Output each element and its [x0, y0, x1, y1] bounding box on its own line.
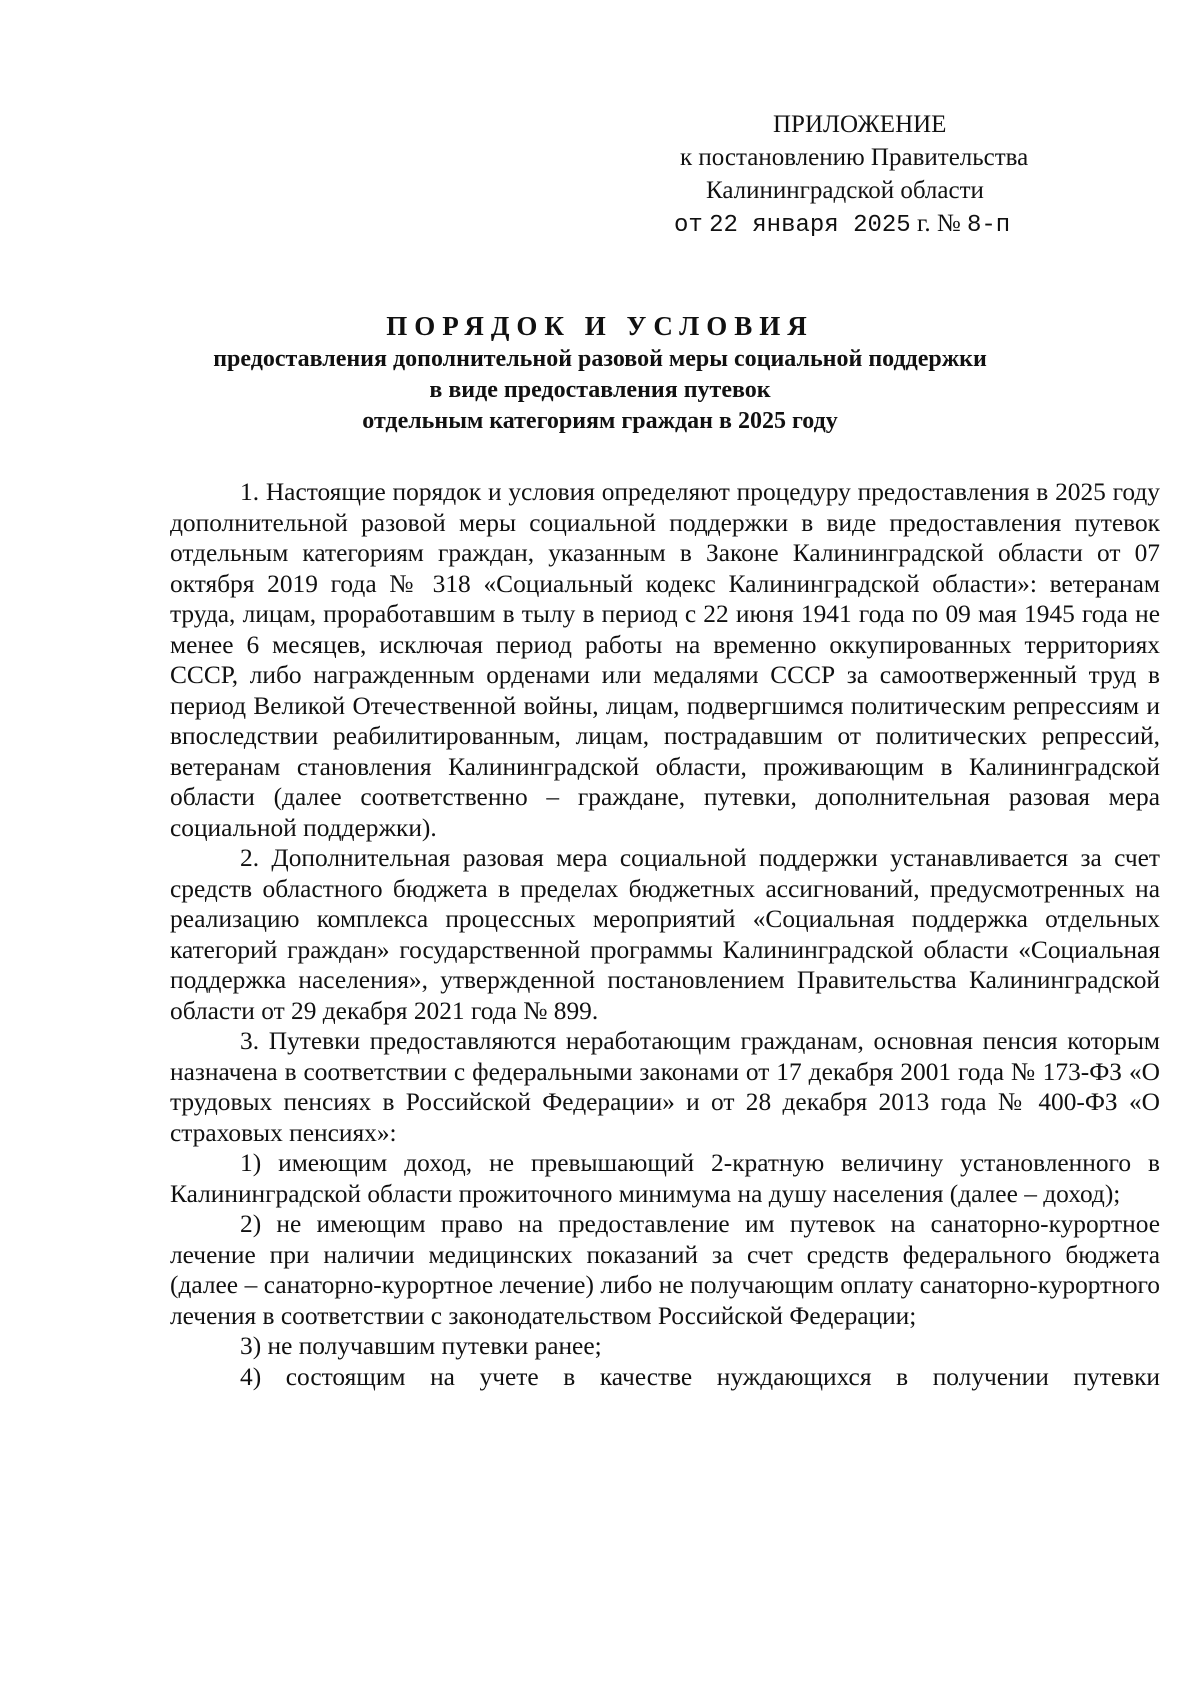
- heading-title: ПОРЯДОК И УСЛОВИЯ: [386, 311, 814, 341]
- subitem-3: 3) не получавшим путевки ранее;: [240, 1332, 602, 1360]
- paragraph-3: 3. Путевки предоставляются неработающим гражданам, основная пенсия которым назначена в соответствии с федеральными законами от 17 декабря 2001 года № 173-ФЗ «О трудовых пенсиях в Российской Федерации» и от 28 декабря 2013 года № 400-ФЗ «О страховых пенсиях»:: [170, 1027, 1160, 1147]
- annex-title: ПРИЛОЖЕНИЕ: [773, 111, 947, 138]
- annex-date-value: 22 января 2025: [709, 212, 911, 239]
- heading-line-3: отдельным категориям граждан в 2025 году: [362, 408, 838, 434]
- document-heading: [0, 308, 1200, 437]
- subitem-1: 1) имеющим доход, не превышающий 2-кратную величину установленного в Калининградской области прожиточного минимума на душу населения (далее – доход);: [170, 1149, 1160, 1208]
- annex-date-line: [674, 207, 1150, 242]
- paragraph-1: 1. Настоящие порядок и условия определяют процедуру предоставления в 2025 году дополнительной разовой меры социальной поддержки в виде предоставления путевок отдельным категориям граждан, указанным в Законе Калининградской области от 07 октября 2019 года № 318 «Социальный кодекс Калининградской области»: ветеранам труда, лицам, проработавшим в тылу в период с 22 июня 1941 года по 09 мая 1945 года не менее 6 месяцев, исключая период работы на временно оккупированных территориях СССР, либо награжденным орденами или медалями СССР за самоотверженный труд в период Великой Отечественной войны, лицам, подвергшимся политическим репрессиям и впоследствии реабилитированным, лицам, пострадавшим от политических репрессий, ветеранам становления Калининградской области, проживающим в Калининградской области (далее соответственно – граждане, путевки, дополнительная разовая мера социальной поддержки).: [170, 478, 1160, 842]
- annex-date-suffix: г. №: [916, 210, 961, 237]
- heading-line-1: предоставления дополнительной разовой меры социальной поддержки: [213, 346, 987, 372]
- annex-block: [674, 108, 1150, 242]
- annex-date-prefix: от: [674, 212, 703, 239]
- subitem-2: 2) не имеющим право на предоставление им путевок на санаторно-курортное лечение при наличии медицинских показаний за счет средств федерального бюджета (далее – санаторно-курортное лечение) либо не получающим оплату санаторно-курортного лечения в соответствии с законодательством Российской Федерации;: [170, 1210, 1160, 1330]
- subitem-4: 4) состоящим на учете в качестве нуждающихся в получении путевки: [240, 1362, 1160, 1391]
- heading-line-2: в виде предоставления путевок: [429, 377, 771, 403]
- document-body: [170, 477, 1160, 1392]
- annex-line-region: Калининградской области: [706, 177, 984, 204]
- paragraph-2: 2. Дополнительная разовая мера социальной поддержки устанавливается за счет средств областного бюджета в пределах бюджетных ассигнований, предусмотренных на реализацию комплекса процессных мероприятий «Социальная поддержка отдельных категорий граждан» государственной программы Калининградской области «Социальная поддержка населения», утвержденной постановлением Правительства Калининградской области от 29 декабря 2021 года № 899.: [170, 844, 1160, 1025]
- annex-line-resolution: к постановлению Правительства: [680, 144, 1029, 171]
- annex-number: 8-п: [967, 212, 1011, 239]
